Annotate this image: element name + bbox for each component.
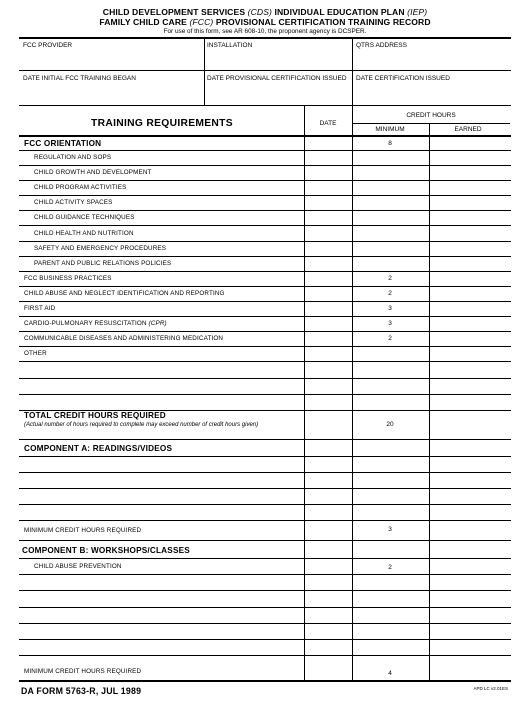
- table-row-rule: [19, 316, 511, 317]
- table-row-rule: [19, 558, 511, 559]
- qtrs-address-field[interactable]: QTRS ADDRESS: [356, 42, 407, 49]
- table-row-rule: [19, 180, 511, 181]
- component-b-item: CHILD ABUSE PREVENTION: [34, 563, 122, 570]
- form-title-line-1: CHILD DEVELOPMENT SERVICES (CDS) INDIVIDUAL EDUCATION PLAN (IEP): [102, 7, 428, 17]
- divider: [204, 38, 205, 105]
- table-row-rule: [19, 225, 511, 226]
- date-cert-issued-field[interactable]: DATE CERTIFICATION ISSUED: [356, 75, 450, 82]
- divider: [19, 70, 511, 71]
- table-row-rule: [19, 520, 511, 521]
- table-row-rule: [19, 241, 511, 242]
- requirement-row-label: COMMUNICABLE DISEASES AND ADMINISTERING MEDICATION: [24, 335, 224, 342]
- requirement-row-minimum: 3: [388, 305, 392, 312]
- table-row-rule: [19, 590, 511, 591]
- date-provisional-cert-field[interactable]: DATE PROVISIONAL CERTIFICATION ISSUED: [207, 75, 347, 82]
- orientation-item: REGULATION AND SOPS: [34, 154, 112, 161]
- proponent-note: For use of this form, see AR 608-10, the proponent agency is DCSPER.: [163, 28, 367, 35]
- divider: [352, 38, 353, 105]
- table-row-rule: [19, 639, 511, 640]
- table-row-rule: [19, 271, 511, 272]
- fcc-orientation-heading: FCC ORIENTATION: [24, 139, 102, 148]
- requirement-row-label: FIRST AID: [24, 305, 56, 312]
- orientation-item: CHILD GROWTH AND DEVELOPMENT: [34, 169, 152, 176]
- table-row-rule: [19, 439, 511, 440]
- table-row-rule: [19, 195, 511, 196]
- orientation-item: CHILD GUIDANCE TECHNIQUES: [34, 214, 135, 221]
- orientation-item: CHILD HEALTH AND NUTRITION: [34, 230, 134, 237]
- table-row-rule: [19, 210, 511, 211]
- table-row-rule: [19, 378, 511, 379]
- table-row-rule: [19, 540, 511, 541]
- table-row-rule: [19, 165, 511, 166]
- requirement-row-label: CARDIO-PULMONARY RESUSCITATION (CPR): [24, 320, 167, 327]
- total-credit-hours-heading: TOTAL CREDIT HOURS REQUIRED: [24, 411, 166, 420]
- table-row-rule: [19, 504, 511, 505]
- table-row-rule: [19, 607, 511, 608]
- divider: [19, 135, 511, 137]
- table-row-rule: [19, 655, 511, 656]
- requirement-row-label: CHILD ABUSE AND NEGLECT IDENTIFICATION AND REPORTING: [24, 290, 225, 297]
- table-row-rule: [19, 256, 511, 257]
- requirement-row-minimum: 2: [388, 335, 392, 342]
- table-row-rule: [19, 472, 511, 473]
- table-row-rule: [19, 361, 511, 362]
- component-b-min-label: MINIMUM CREDIT HOURS REQUIRED: [24, 668, 142, 675]
- table-row-rule: [19, 456, 511, 457]
- date-initial-training-field[interactable]: DATE INITIAL FCC TRAINING BEGAN: [23, 75, 136, 82]
- component-b-heading: COMPONENT B: WORKSHOPS/CLASSES: [22, 546, 190, 555]
- orientation-item: SAFETY AND EMERGENCY PROCEDURES: [34, 245, 167, 252]
- table-row-rule: [19, 488, 511, 489]
- total-credit-hours-minimum: 20: [386, 421, 394, 428]
- requirement-row-minimum: 2: [388, 275, 392, 282]
- form-frame: [19, 37, 511, 682]
- total-credit-hours-note: (Actual number of hours required to complete may exceed number of credit hours given): [24, 422, 259, 428]
- form-title-line-2: FAMILY CHILD CARE (FCC) PROVISIONAL CERTIFICATION TRAINING RECORD: [99, 17, 431, 27]
- component-a-minimum: 3: [388, 526, 392, 533]
- table-row-rule: [19, 286, 511, 287]
- requirement-row-label: OTHER: [24, 350, 47, 357]
- table-row-rule: [19, 394, 511, 395]
- requirement-row-minimum: 2: [388, 290, 392, 297]
- table-row-rule: [19, 331, 511, 332]
- divider: [352, 123, 510, 124]
- fcc-provider-field[interactable]: FCC PROVIDER: [23, 42, 73, 49]
- component-b-item-minimum: 2: [388, 564, 392, 571]
- minimum-column-header: MINIMUM: [375, 126, 405, 133]
- form-number: DA FORM 5763-R, JUL 1989: [21, 686, 142, 696]
- table-row-rule: [19, 574, 511, 575]
- column-rule: [429, 123, 430, 682]
- component-a-heading: COMPONENT A: READINGS/VIDEOS: [24, 444, 173, 453]
- table-row-rule: [19, 301, 511, 302]
- component-b-minimum: 4: [388, 670, 392, 677]
- orientation-item: CHILD ACTIVITY SPACES: [34, 199, 113, 206]
- date-column-header: DATE: [319, 120, 337, 127]
- table-row-rule: [19, 150, 511, 151]
- table-row-rule: [19, 346, 511, 347]
- credit-hours-header: CREDIT HOURS: [406, 112, 456, 119]
- version-stamp: APD LC v2.01ES: [473, 686, 508, 691]
- training-requirements-heading: TRAINING REQUIREMENTS: [91, 118, 233, 129]
- requirement-row-minimum: 3: [388, 320, 392, 327]
- orientation-item: PARENT AND PUBLIC RELATIONS POLICIES: [34, 260, 172, 267]
- divider: [19, 105, 511, 106]
- earned-column-header: EARNED: [454, 126, 482, 133]
- orientation-minimum: 8: [388, 140, 392, 147]
- installation-field[interactable]: INSTALLATION: [207, 42, 253, 49]
- table-row-rule: [19, 623, 511, 624]
- component-a-min-label: MINIMUM CREDIT HOURS REQUIRED: [24, 527, 142, 534]
- orientation-item: CHILD PROGRAM ACTIVITIES: [34, 184, 127, 191]
- requirement-row-label: FCC BUSINESS PRACTICES: [24, 275, 112, 282]
